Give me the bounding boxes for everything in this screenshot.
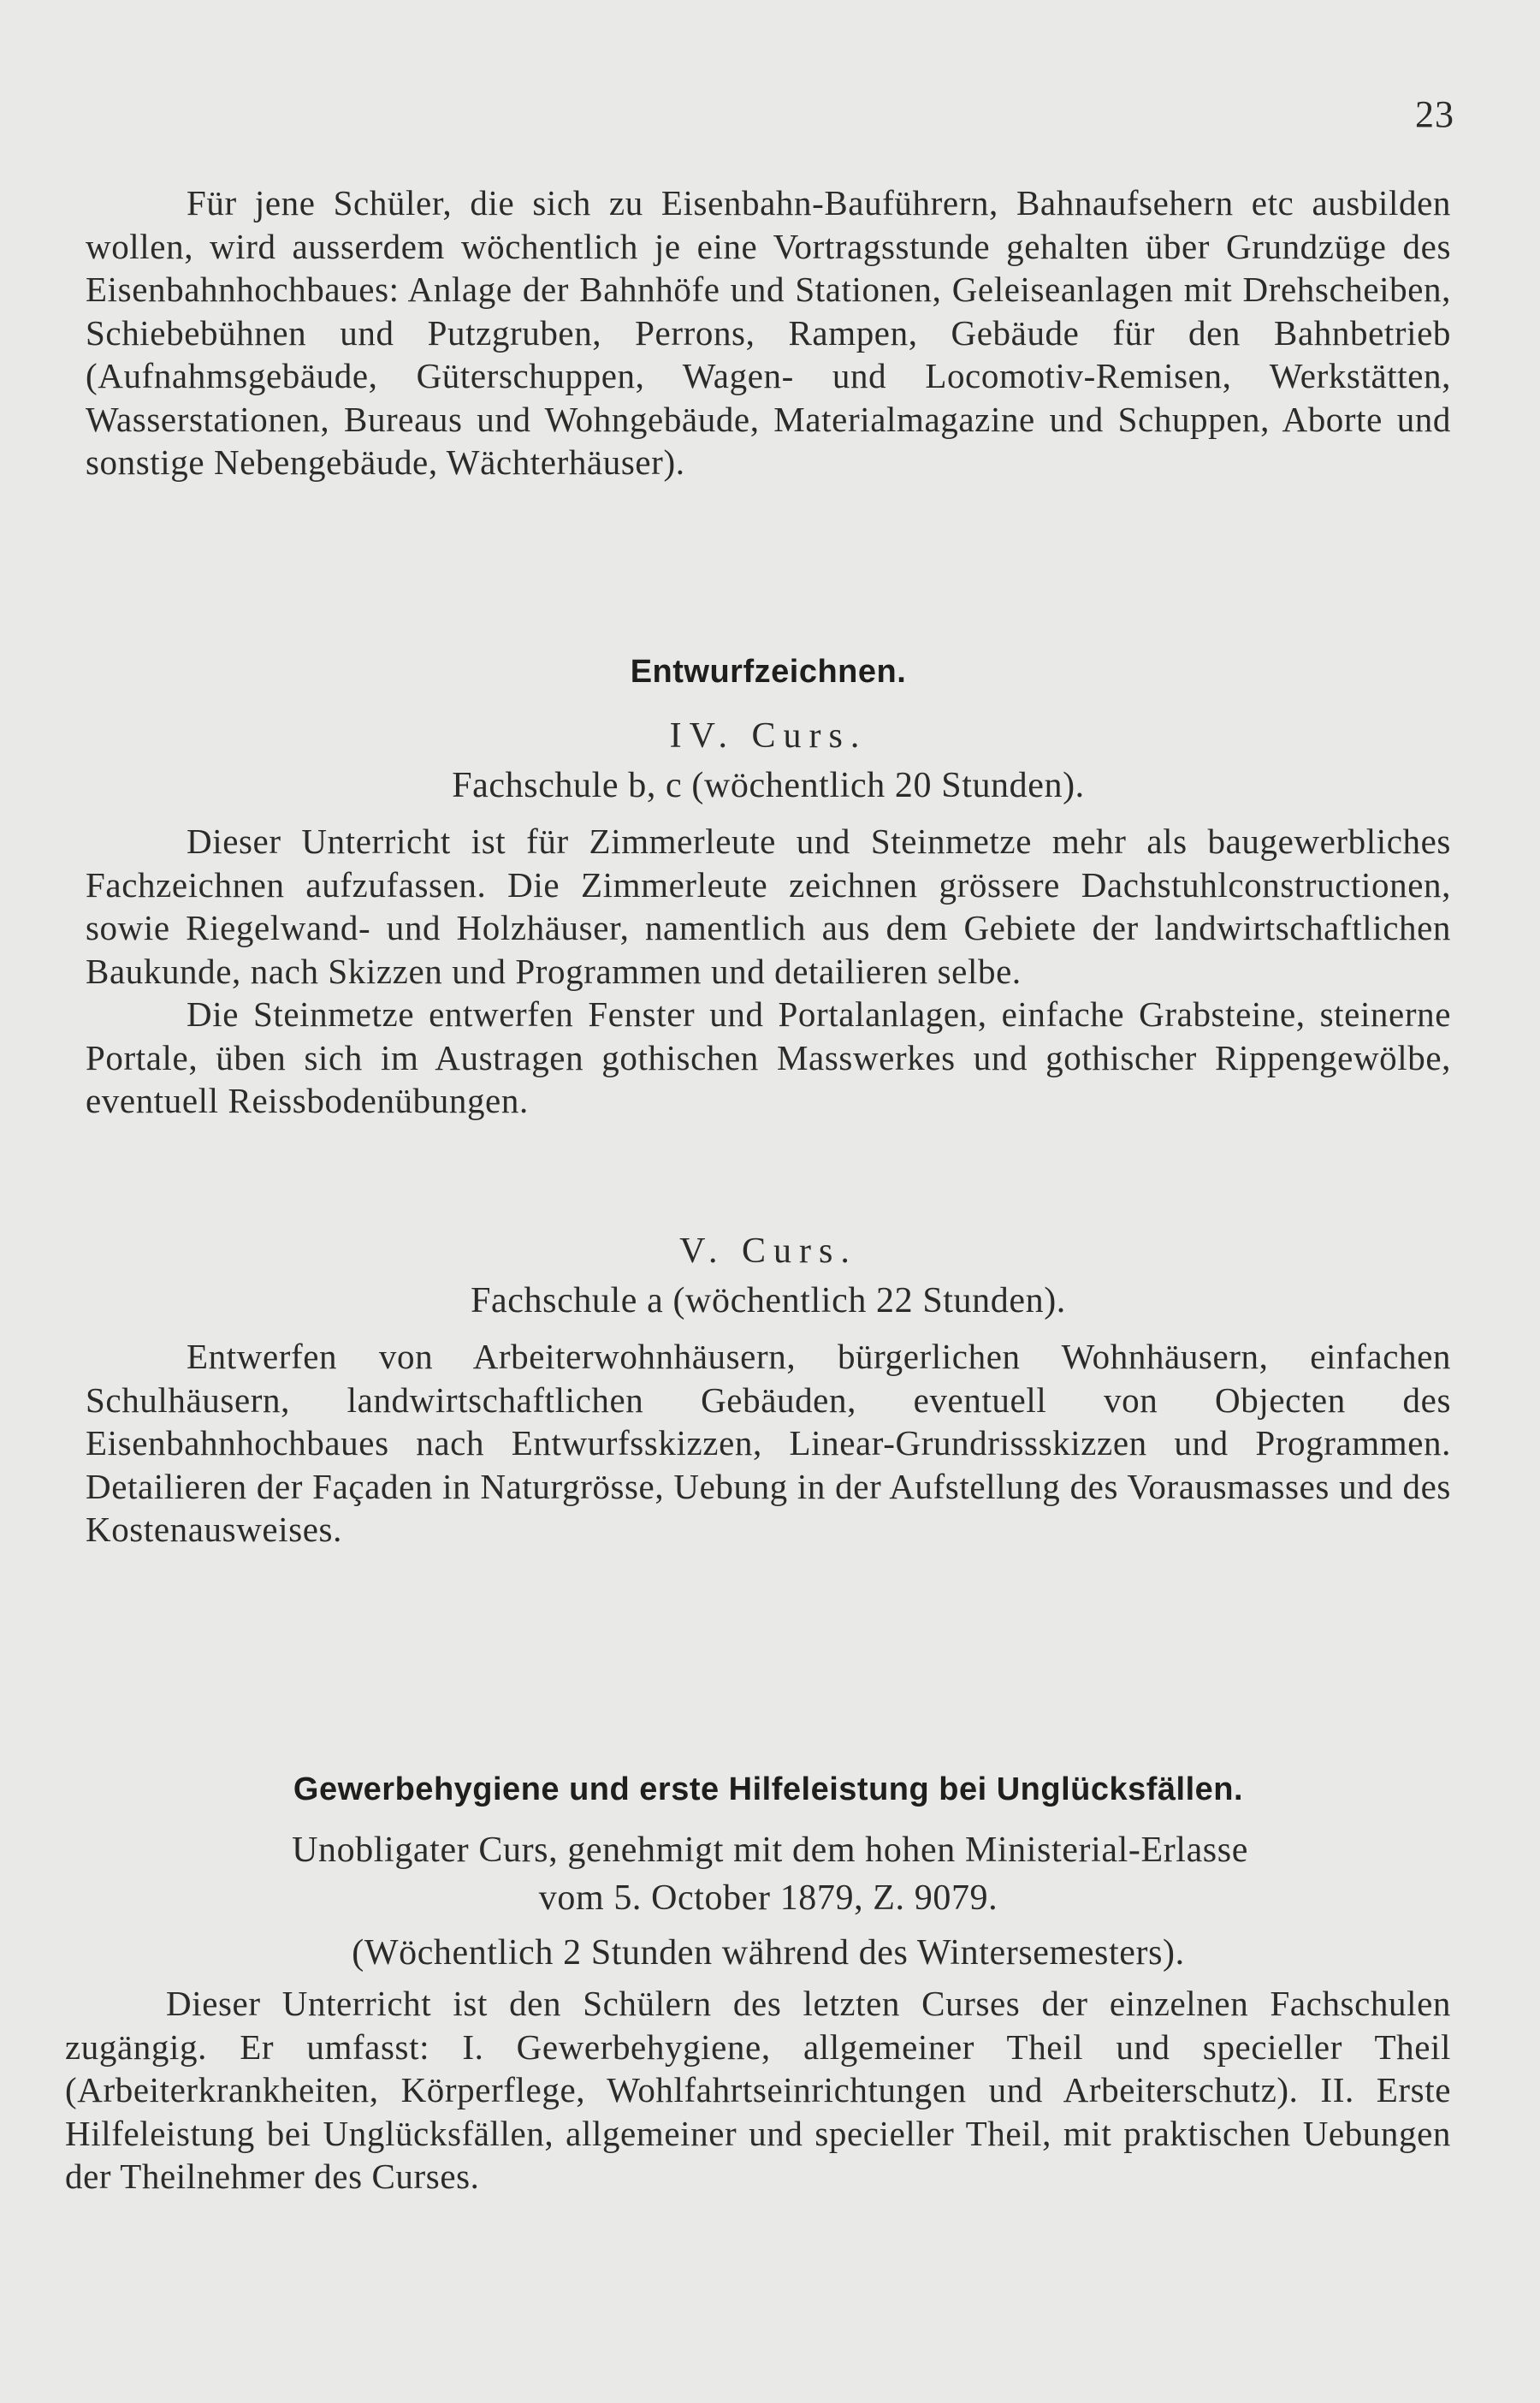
hygiene-body (65, 1982, 1451, 2198)
curs-iv-title: IV. Curs. (669, 716, 868, 756)
page-number: 23 (1415, 93, 1454, 135)
curs-iv-subtitle: Fachschule b, c (wöchentlich 20 Stunden). (452, 766, 1085, 805)
hygiene-paragraph: Dieser Unterricht ist den Schülern des letzten Curses der einzelnen Fachschulen zugängig. Er umfasst: I. Gewerbehygiene, allgemeiner Theil und specieller Theil (Arbeiterkrankheiten, Körperflege, Wohlfahrtseinrichtungen und Arbeiterschutz). II. Erste Hilfeleistung bei Unglücksfällen, allgemeiner und specieller Theil, mit praktischen Uebungen der Theilnehmer des Curses. (65, 1984, 1451, 2196)
curs-v-paragraph: Entwerfen von Arbeiterwohnhäusern, bürgerlichen Wohnhäusern, einfachen Schulhäusern, landwirtschaftlichen Gebäuden, eventuell von Objecten des Eisenbahnhochbaues nach Entwurfsskizzen, Linear-Grundrissskizzen und Programmen. Detailieren der Façaden in Naturgrösse, Uebung in der Aufstellung des Vorausmasses und des Kostenausweises. (86, 1337, 1451, 1549)
section-heading-entwurfzeichnen: Entwurfzeichnen. (630, 654, 907, 690)
hygiene-note-line-1: Unobligater Curs, genehmigt mit dem hohen Ministerial-Erlasse (292, 1830, 1248, 1870)
curs-iv-body (86, 820, 1451, 1123)
intro-section (86, 181, 1451, 484)
hygiene-note-line-3: (Wöchentlich 2 Stunden während des Wintersemesters). (352, 1933, 1185, 1973)
section-heading-gewerbehygiene: Gewerbehygiene und erste Hilfeleistung bei Unglücksfällen. (293, 1771, 1244, 1807)
curs-v-subtitle: Fachschule a (wöchentlich 22 Stunden). (471, 1281, 1066, 1320)
hygiene-note-line-2: vom 5. October 1879, Z. 9079. (538, 1878, 998, 1918)
curs-v-title: V. Curs. (679, 1231, 857, 1271)
curs-v-body (86, 1335, 1451, 1552)
curs-iv-paragraph-2: Die Steinmetze entwerfen Fenster und Portalanlagen, einfache Grabsteine, steinerne Portale, üben sich im Austragen gothischen Masswerkes und gothischer Rippengewölbe, eventuell Reissbodenübungen. (86, 994, 1451, 1120)
curs-iv-paragraph-1: Dieser Unterricht ist für Zimmerleute und Steinmetze mehr als baugewerbliches Fachzeichnen aufzufassen. Die Zimmerleute zeichnen grössere Dachstuhlconstructionen, sowie Riegelwand- und Holzhäuser, namentlich aus dem Gebiete der landwirtschaftlichen Baukunde, nach Skizzen und Programmen und detailieren selbe. (86, 822, 1451, 991)
intro-paragraph: Für jene Schüler, die sich zu Eisenbahn-Bauführern, Bahnaufsehern etc ausbilden wollen, wird ausserdem wöchentlich je eine Vortragsstunde gehalten über Grundzüge des Eisenbahnhochbaues: Anlage der Bahnhöfe und Stationen, Geleiseanlagen mit Drehscheiben, Schiebebühnen und Putzgruben, Perrons, Rampen, Gebäude für den Bahnbetrieb (Aufnahmsgebäude, Güterschuppen, Wagen- und Locomotiv-Remisen, Werkstätten, Wasserstationen, Bureaus und Wohngebäude, Materialmagazine und Schuppen, Aborte und sonstige Nebengebäude, Wächterhäuser). (86, 183, 1451, 482)
